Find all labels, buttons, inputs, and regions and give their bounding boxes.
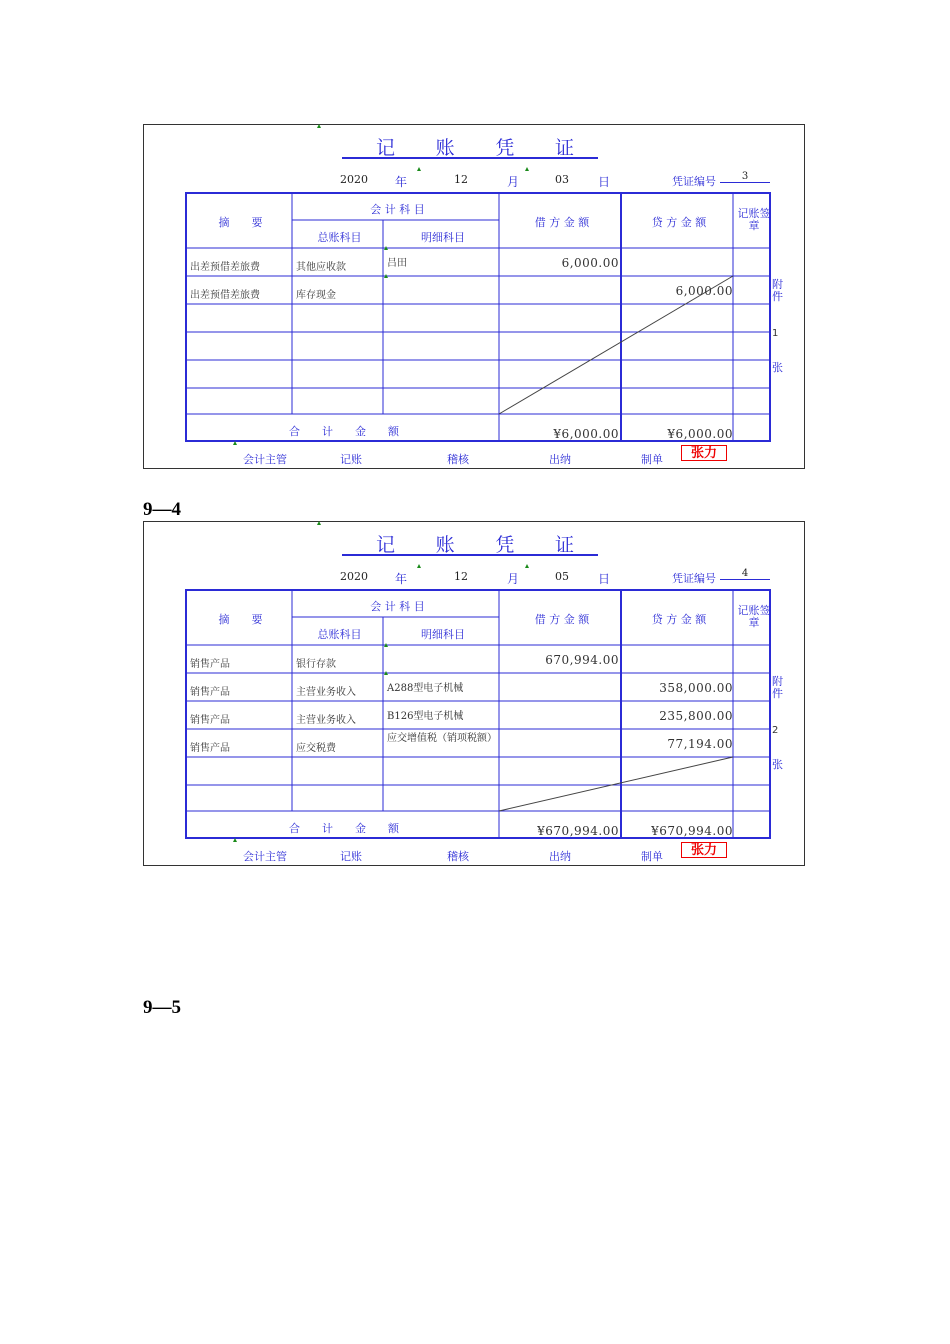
title-char: 记 (376, 137, 396, 159)
corner-mark (525, 564, 529, 568)
row-summary: 出差预借差旅费 (190, 290, 260, 301)
month-label: 月 (507, 572, 520, 586)
row-general-account: 主营业务收入 (296, 687, 356, 698)
detail-account-header: 明细科目 (421, 628, 465, 641)
month-label: 月 (507, 175, 520, 189)
credit-header: 贷 方 金 额 (651, 216, 707, 229)
row-detail-account: 吕田 (387, 258, 407, 269)
title-char: 账 (435, 137, 455, 159)
footer-cashier: 出纳 (549, 850, 571, 863)
voucher-number-label: 凭证编号 (672, 175, 716, 188)
attachment-label: 附件 (772, 278, 783, 303)
voucher-title (342, 530, 598, 556)
summary-header: 摘 要 (218, 216, 263, 229)
voucher-day: 03 (555, 173, 569, 186)
row-credit-amount: 358,000.00 (659, 681, 733, 695)
footer-post: 记账 (340, 850, 362, 863)
voucher-year: 2020 (340, 173, 368, 186)
row-general-account: 银行存款 (296, 659, 336, 670)
voucher-table (185, 192, 771, 442)
voucher-number-label: 凭证编号 (672, 572, 716, 585)
row-summary: 销售产品 (190, 715, 230, 726)
row-summary: 销售产品 (190, 687, 230, 698)
row-general-account: 库存现金 (296, 290, 336, 301)
detail-account-header: 明细科目 (421, 231, 465, 244)
row-summary: 出差预借差旅费 (190, 262, 260, 273)
debit-header: 借 方 金 额 (534, 613, 590, 626)
row-general-account: 主营业务收入 (296, 715, 356, 726)
total-credit: ¥6,000.00 (667, 427, 733, 441)
voucher-year: 2020 (340, 570, 368, 583)
title-char: 账 (435, 534, 455, 556)
footer-audit: 稽核 (447, 850, 469, 863)
corner-mark (384, 274, 388, 278)
posting-header: 记账签章 (737, 604, 771, 629)
year-label: 年 (395, 572, 408, 586)
corner-mark (317, 124, 321, 128)
voucher-9-3 (143, 124, 805, 469)
maker-name-stamp: 张力 (681, 842, 727, 858)
corner-mark (233, 441, 237, 445)
total-credit: ¥670,994.00 (651, 824, 733, 838)
footer-chief: 会计主管 (243, 850, 287, 863)
title-char: 证 (554, 534, 574, 556)
footer-maker: 制单 (641, 850, 663, 863)
corner-mark (417, 564, 421, 568)
corner-mark (384, 246, 388, 250)
general-account-header: 总账科目 (317, 231, 362, 244)
debit-header: 借 方 金 额 (534, 216, 590, 229)
row-credit-amount: 235,800.00 (659, 709, 733, 723)
voucher-title (342, 133, 598, 159)
total-debit: ¥6,000.00 (553, 427, 619, 441)
credit-header: 贷 方 金 额 (651, 613, 707, 626)
row-detail-account: A288型电子机械 (387, 683, 464, 694)
posting-header: 记账签章 (737, 207, 771, 232)
voucher-table (185, 589, 771, 839)
corner-mark (384, 671, 388, 675)
footer-cashier: 出纳 (549, 453, 571, 466)
row-credit-amount: 77,194.00 (667, 737, 733, 751)
title-char: 证 (554, 137, 574, 159)
total-label: 合 计 金 额 (289, 425, 399, 438)
voucher-number: 3 (720, 171, 770, 183)
row-debit-amount: 670,994.00 (545, 653, 619, 667)
corner-mark (525, 167, 529, 171)
total-label: 合 计 金 额 (289, 822, 399, 835)
row-credit-amount: 6,000.00 (675, 284, 733, 298)
row-detail-account: 应交增值税（销项税额） (387, 733, 497, 744)
footer-post: 记账 (340, 453, 362, 466)
row-general-account: 其他应收款 (296, 262, 346, 273)
row-general-account: 应交税费 (296, 743, 336, 754)
title-char: 记 (376, 534, 396, 556)
year-label: 年 (395, 175, 408, 189)
row-summary: 销售产品 (190, 743, 230, 754)
attachment-count: 2 (772, 725, 779, 736)
row-summary: 销售产品 (190, 659, 230, 670)
day-label: 日 (598, 175, 611, 189)
attachment-count: 1 (772, 328, 779, 339)
title-char: 凭 (495, 137, 515, 159)
voucher-9-4 (143, 521, 805, 866)
day-label: 日 (598, 572, 611, 586)
general-account-header: 总账科目 (317, 628, 362, 641)
attachment-unit: 张 (772, 758, 783, 771)
footer-maker: 制单 (641, 453, 663, 466)
attachment-unit: 张 (772, 361, 783, 374)
account-header: 会 计 科 目 (370, 600, 425, 613)
maker-name-stamp: 张力 (681, 445, 727, 461)
corner-mark (317, 521, 321, 525)
corner-mark (384, 643, 388, 647)
voucher-number: 4 (720, 568, 770, 580)
total-debit: ¥670,994.00 (537, 824, 619, 838)
corner-mark (233, 838, 237, 842)
corner-mark (417, 167, 421, 171)
footer-chief: 会计主管 (243, 453, 287, 466)
attachment-label: 附件 (772, 675, 783, 700)
row-detail-account: B126型电子机械 (387, 711, 464, 722)
footer-audit: 稽核 (447, 453, 469, 466)
voucher-month: 12 (454, 173, 468, 186)
row-debit-amount: 6,000.00 (561, 256, 619, 270)
account-header: 会 计 科 目 (370, 203, 425, 216)
summary-header: 摘 要 (218, 613, 263, 626)
voucher-month: 12 (454, 570, 468, 583)
section-label-9-5: 9—5 (143, 997, 181, 1018)
title-char: 凭 (495, 534, 515, 556)
section-label-9-4: 9—4 (143, 499, 181, 520)
voucher-day: 05 (555, 570, 569, 583)
